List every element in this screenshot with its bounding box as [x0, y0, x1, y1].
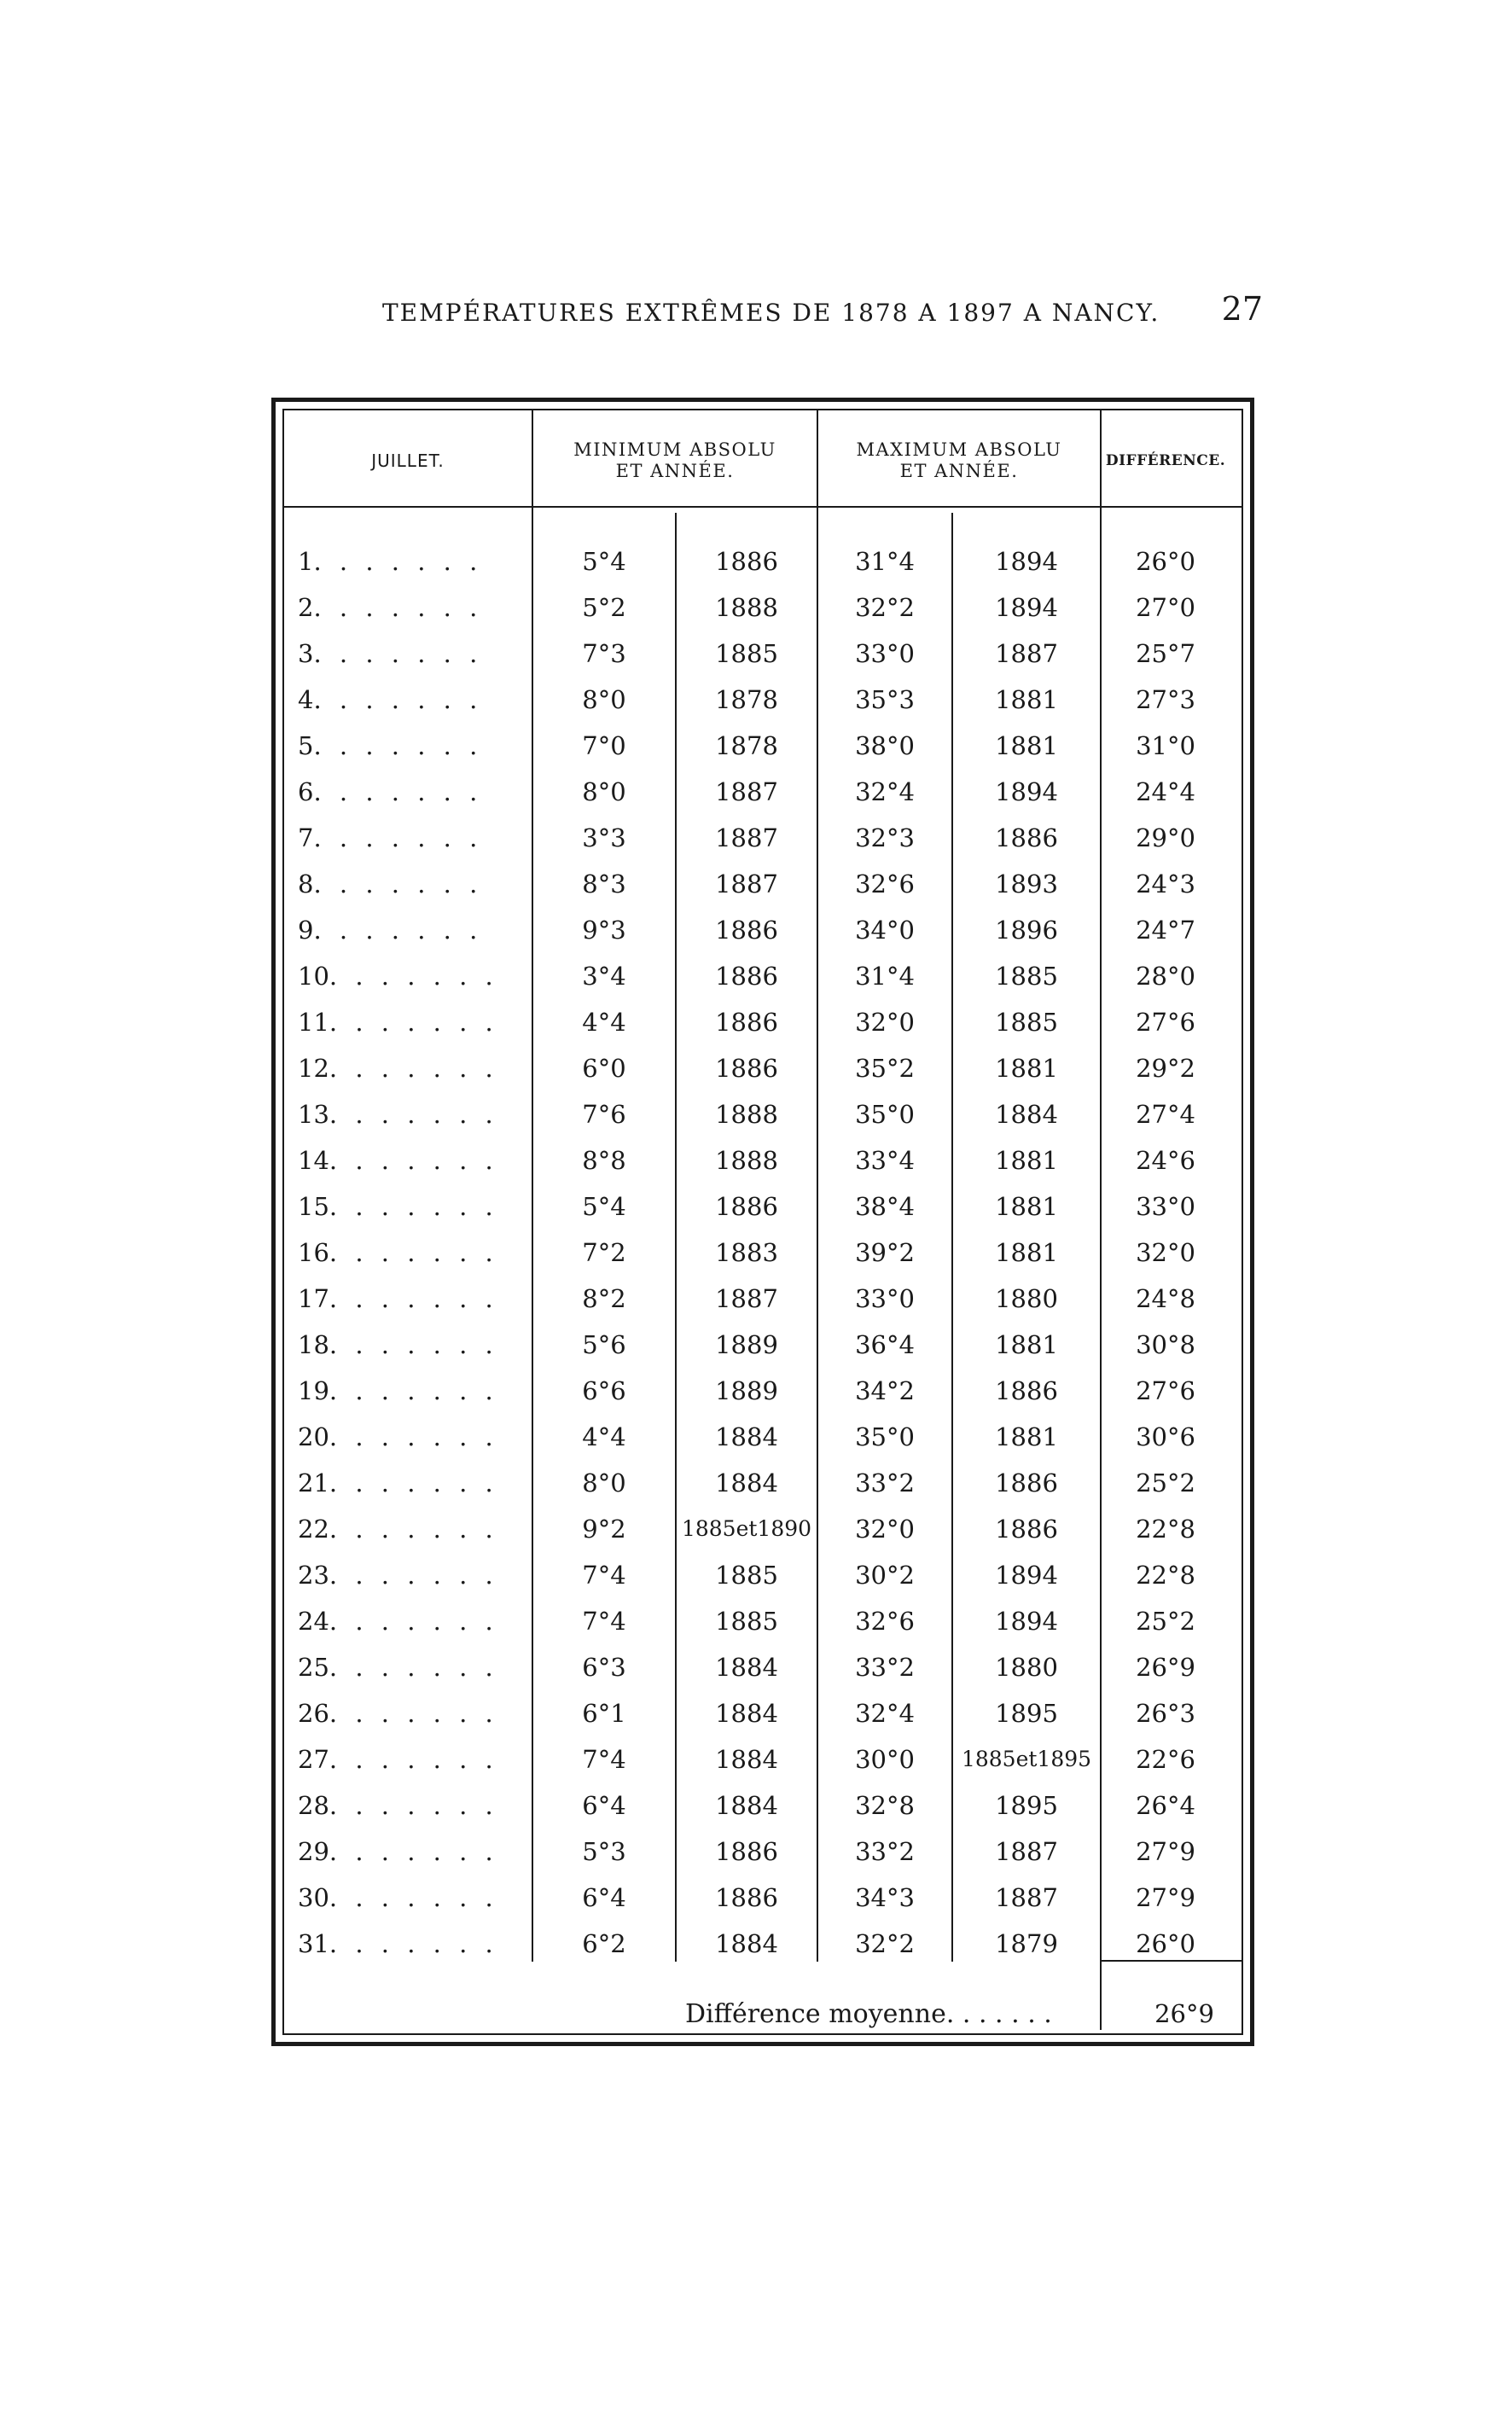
day-number: 6: [298, 777, 314, 806]
table-row: [284, 1323, 1242, 1369]
difference-cell: 22°8: [1136, 1561, 1195, 1590]
column-header-maximum-line2: ET ANNÉE.: [899, 461, 1019, 481]
difference-cell: 27°9: [1136, 1837, 1195, 1866]
table-row: [284, 1784, 1242, 1830]
min-temp-cell: 7°6: [582, 1100, 626, 1129]
max-temp-cell: 31°4: [855, 547, 915, 576]
max-year-cell: 1886: [995, 1515, 1058, 1544]
dot-leader: . . . . . . .: [329, 1653, 498, 1682]
dot-leader: . . . . . . .: [313, 685, 483, 714]
min-year-cell: 1888: [715, 593, 778, 622]
min-year-cell: 1887: [715, 823, 778, 852]
day-cell: [284, 1653, 532, 1682]
table-row: [284, 1646, 1242, 1692]
max-temp-cell: 31°4: [855, 962, 915, 991]
min-year-cell: 1885: [715, 1561, 778, 1590]
day-cell: [284, 1100, 532, 1129]
max-year-cell: 1881: [995, 1054, 1058, 1083]
min-year-cell: 1886: [715, 962, 778, 991]
dot-leader: . . . . . . .: [329, 1330, 498, 1359]
table-row: [284, 1001, 1242, 1047]
min-year-cell: 1885: [715, 1607, 778, 1636]
day-number: 4: [298, 685, 314, 714]
table-row: [284, 1554, 1242, 1600]
min-temp-cell: 6°2: [582, 1929, 626, 1958]
day-cell: [284, 1238, 532, 1267]
min-year-cell: 1885: [715, 639, 778, 668]
difference-cell: 26°4: [1136, 1791, 1195, 1820]
min-year-cell: 1878: [715, 731, 778, 760]
max-temp-cell: 32°2: [855, 1929, 915, 1958]
min-year-cell: 1886: [715, 1883, 778, 1912]
max-year-cell: 1886: [995, 1376, 1058, 1405]
max-year-cell: 1885: [995, 1008, 1058, 1037]
max-year-cell: 1894: [995, 1561, 1058, 1590]
table-row: [284, 1139, 1242, 1185]
table-row: [284, 1830, 1242, 1876]
max-year-cell: 1881: [995, 1146, 1058, 1175]
day-cell: [284, 916, 532, 945]
min-year-cell: 1889: [715, 1376, 778, 1405]
max-temp-cell: 32°2: [855, 593, 915, 622]
dot-leader: . . . . . . .: [313, 639, 483, 668]
table-row: [284, 1369, 1242, 1416]
min-temp-cell: 9°3: [582, 916, 626, 945]
max-year-cell: 1881: [995, 1192, 1058, 1221]
table-row: [284, 1093, 1242, 1139]
min-year-cell: 1887: [715, 777, 778, 806]
dot-leader: . . . . . . .: [329, 1791, 498, 1820]
column-header-minimum: [533, 424, 817, 497]
max-year-cell: 1885: [995, 962, 1058, 991]
min-year-cell: 1888: [715, 1100, 778, 1129]
min-temp-cell: 6°0: [582, 1054, 626, 1083]
min-temp-cell: 8°0: [582, 1468, 626, 1497]
min-temp-cell: 7°4: [582, 1607, 626, 1636]
table-row: [284, 1600, 1242, 1646]
min-temp-cell: 8°0: [582, 777, 626, 806]
difference-cell: 24°8: [1136, 1284, 1195, 1313]
day-cell: [284, 593, 532, 622]
day-number: 2: [298, 593, 314, 622]
day-number: 29: [298, 1837, 329, 1866]
max-temp-cell: 33°2: [855, 1653, 915, 1682]
difference-cell: 33°0: [1136, 1192, 1195, 1221]
day-cell: [284, 962, 532, 991]
table-row: [284, 724, 1242, 770]
max-year-cell: 1879: [995, 1929, 1058, 1958]
max-temp-cell: 32°0: [855, 1515, 915, 1544]
min-year-cell: 1886: [715, 547, 778, 576]
day-cell: [284, 869, 532, 898]
min-temp-cell: 8°0: [582, 685, 626, 714]
difference-cell: 30°8: [1136, 1330, 1195, 1359]
difference-cell: 24°6: [1136, 1146, 1195, 1175]
max-temp-cell: 34°3: [855, 1883, 915, 1912]
max-year-cell: 1886: [995, 823, 1058, 852]
day-number: 11: [298, 1008, 329, 1037]
day-cell: [284, 1284, 532, 1313]
min-temp-cell: 5°3: [582, 1837, 626, 1866]
difference-cell: 26°0: [1136, 547, 1195, 576]
max-temp-cell: 36°4: [855, 1330, 915, 1359]
max-year-cell: 1887: [995, 639, 1058, 668]
table-row: [284, 1416, 1242, 1462]
day-number: 28: [298, 1791, 329, 1820]
max-temp-cell: 32°0: [855, 1008, 915, 1037]
max-year-cell: 1881: [995, 1330, 1058, 1359]
day-cell: [284, 1376, 532, 1405]
day-number: 7: [298, 823, 314, 852]
temperature-table: [271, 398, 1254, 2046]
dot-leader: . . . . . . .: [329, 1883, 498, 1912]
day-cell: [284, 1607, 532, 1636]
max-year-cell: 1894: [995, 547, 1058, 576]
dot-leader: . . . . . . .: [313, 916, 483, 945]
difference-cell: 24°4: [1136, 777, 1195, 806]
dot-leader: . . . . . . .: [329, 1468, 498, 1497]
max-year-cell: 1895: [995, 1699, 1058, 1728]
day-cell: [284, 1422, 532, 1451]
max-temp-cell: 33°0: [855, 639, 915, 668]
day-cell: [284, 1515, 532, 1544]
table-row: [284, 1922, 1242, 1968]
difference-cell: 31°0: [1136, 731, 1195, 760]
min-year-cell: 1886: [715, 1192, 778, 1221]
table-row: [284, 1185, 1242, 1231]
day-cell: [284, 547, 532, 576]
dot-leader: . . . . . . .: [313, 869, 483, 898]
max-temp-cell: 35°3: [855, 685, 915, 714]
day-number: 24: [298, 1607, 329, 1636]
max-temp-cell: 32°6: [855, 869, 915, 898]
table-row: [284, 1738, 1242, 1784]
day-cell: [284, 1837, 532, 1866]
dot-leader: . . . . . . .: [313, 731, 483, 760]
difference-cell: 26°9: [1136, 1653, 1195, 1682]
min-temp-cell: 6°1: [582, 1699, 626, 1728]
min-temp-cell: 5°4: [582, 1192, 626, 1221]
day-cell: [284, 1468, 532, 1497]
max-year-cell: 1895: [995, 1791, 1058, 1820]
day-cell: [284, 1192, 532, 1221]
day-cell: [284, 1330, 532, 1359]
day-cell: [284, 1146, 532, 1175]
max-year-cell: 1887: [995, 1837, 1058, 1866]
min-year-cell: 1884: [715, 1699, 778, 1728]
day-cell: [284, 1561, 532, 1590]
max-year-cell: 1881: [995, 1238, 1058, 1267]
dot-leader: . . . . . . .: [329, 1054, 498, 1083]
difference-cell: 27°6: [1136, 1376, 1195, 1405]
day-number: 19: [298, 1376, 329, 1405]
day-number: 27: [298, 1745, 329, 1774]
day-cell: [284, 639, 532, 668]
header-rule: [284, 506, 1242, 508]
day-cell: [284, 731, 532, 760]
max-temp-cell: 35°2: [855, 1054, 915, 1083]
min-temp-cell: 5°2: [582, 593, 626, 622]
day-number: 14: [298, 1146, 329, 1175]
max-temp-cell: 35°0: [855, 1422, 915, 1451]
dot-leader: . . . . . . .: [329, 1837, 498, 1866]
table-row: [284, 863, 1242, 909]
min-temp-cell: 8°8: [582, 1146, 626, 1175]
min-year-cell: 1883: [715, 1238, 778, 1267]
day-number: 15: [298, 1192, 329, 1221]
min-temp-cell: 6°3: [582, 1653, 626, 1682]
day-number: 18: [298, 1330, 329, 1359]
column-header-day: [284, 424, 532, 497]
day-number: 20: [298, 1422, 329, 1451]
max-temp-cell: 34°2: [855, 1376, 915, 1405]
max-year-cell: 1885et1895: [961, 1747, 1092, 1771]
min-temp-cell: 8°3: [582, 869, 626, 898]
difference-cell: 27°4: [1136, 1100, 1195, 1129]
min-temp-cell: 4°4: [582, 1008, 626, 1037]
table-row: [284, 586, 1242, 632]
day-number: 16: [298, 1238, 329, 1267]
dot-leader: . . . . . . .: [329, 1192, 498, 1221]
dot-leader: . . . . . . .: [313, 547, 483, 576]
min-year-cell: 1887: [715, 869, 778, 898]
column-header-difference-label: DIFFÉRENCE.: [1105, 451, 1226, 469]
day-cell: [284, 1791, 532, 1820]
day-number: 3: [298, 639, 314, 668]
min-year-cell: 1884: [715, 1745, 778, 1774]
max-year-cell: 1886: [995, 1468, 1058, 1497]
table-row: [284, 678, 1242, 724]
table-row: [284, 1692, 1242, 1738]
table-row: [284, 770, 1242, 817]
max-temp-cell: 38°4: [855, 1192, 915, 1221]
day-number: 8: [298, 869, 314, 898]
day-cell: [284, 1929, 532, 1958]
day-cell: [284, 1054, 532, 1083]
min-year-cell: 1884: [715, 1468, 778, 1497]
max-temp-cell: 38°0: [855, 731, 915, 760]
max-temp-cell: 32°3: [855, 823, 915, 852]
max-year-cell: 1896: [995, 916, 1058, 945]
dot-leader: . . . . . . .: [329, 1607, 498, 1636]
table-row: [284, 817, 1242, 863]
dot-leader: . . . . . . .: [329, 1561, 498, 1590]
max-year-cell: 1887: [995, 1883, 1058, 1912]
day-cell: [284, 823, 532, 852]
table-row: [284, 632, 1242, 678]
column-header-day-label: JUILLET.: [371, 451, 445, 471]
min-year-cell: 1888: [715, 1146, 778, 1175]
difference-cell: 29°2: [1136, 1054, 1195, 1083]
min-temp-cell: 3°4: [582, 962, 626, 991]
min-temp-cell: 7°4: [582, 1745, 626, 1774]
table-row: [284, 1047, 1242, 1093]
table-row: [284, 1508, 1242, 1554]
dot-leader: . . . . . . .: [329, 1745, 498, 1774]
max-year-cell: 1881: [995, 685, 1058, 714]
day-number: 17: [298, 1284, 329, 1313]
max-temp-cell: 32°6: [855, 1607, 915, 1636]
min-temp-cell: 8°2: [582, 1284, 626, 1313]
difference-cell: 22°6: [1136, 1745, 1195, 1774]
day-cell: [284, 1008, 532, 1037]
max-temp-cell: 33°0: [855, 1284, 915, 1313]
table-row: [284, 955, 1242, 1001]
table-row: [284, 1231, 1242, 1277]
day-number: 5: [298, 731, 314, 760]
day-number: 22: [298, 1515, 329, 1544]
dot-leader: . . . . . . .: [329, 1146, 498, 1175]
day-cell: [284, 685, 532, 714]
running-head: [256, 290, 1263, 341]
table-row: [284, 540, 1242, 586]
table-row: [284, 1277, 1242, 1323]
max-temp-cell: 30°0: [855, 1745, 915, 1774]
min-temp-cell: 3°3: [582, 823, 626, 852]
table-inner-frame: [282, 409, 1243, 2035]
difference-cell: 25°7: [1136, 639, 1195, 668]
dot-leader: . . . . . . .: [329, 1515, 498, 1544]
min-year-cell: 1886: [715, 1837, 778, 1866]
day-number: 10: [298, 962, 329, 991]
column-header-minimum-line1: MINIMUM ABSOLU: [573, 439, 776, 460]
table-row: [284, 909, 1242, 955]
difference-cell: 25°2: [1136, 1607, 1195, 1636]
min-year-cell: 1889: [715, 1330, 778, 1359]
day-number: 13: [298, 1100, 329, 1129]
max-temp-cell: 33°2: [855, 1837, 915, 1866]
difference-cell: 27°3: [1136, 685, 1195, 714]
day-number: 23: [298, 1561, 329, 1590]
dot-leader: . . . . . . .: [329, 1699, 498, 1728]
column-header-difference: [1102, 424, 1230, 497]
difference-cell: 27°6: [1136, 1008, 1195, 1037]
max-temp-cell: 39°2: [855, 1238, 915, 1267]
max-temp-cell: 33°4: [855, 1146, 915, 1175]
day-number: 30: [298, 1883, 329, 1912]
max-temp-cell: 33°2: [855, 1468, 915, 1497]
max-temp-cell: 35°0: [855, 1100, 915, 1129]
difference-cell: 32°0: [1136, 1238, 1195, 1267]
max-temp-cell: 32°4: [855, 1699, 915, 1728]
day-number: 26: [298, 1699, 329, 1728]
max-temp-cell: 30°2: [855, 1561, 915, 1590]
min-temp-cell: 4°4: [582, 1422, 626, 1451]
page-title: TEMPÉRATURES EXTRÊMES DE 1878 A 1897 A NANCY.: [382, 299, 1160, 327]
min-year-cell: 1884: [715, 1653, 778, 1682]
dot-leader: . . . . . . .: [329, 962, 498, 991]
day-number: 9: [298, 916, 314, 945]
max-temp-cell: 32°4: [855, 777, 915, 806]
day-number: 31: [298, 1929, 329, 1958]
min-year-cell: 1886: [715, 1054, 778, 1083]
dot-leader: . . . . . . .: [313, 823, 483, 852]
dot-leader: . . . . . . .: [329, 1100, 498, 1129]
column-header-maximum: [818, 424, 1100, 497]
min-temp-cell: 6°4: [582, 1791, 626, 1820]
difference-cell: 29°0: [1136, 823, 1195, 852]
difference-cell: 22°8: [1136, 1515, 1195, 1544]
max-year-cell: 1884: [995, 1100, 1058, 1129]
min-temp-cell: 5°6: [582, 1330, 626, 1359]
min-year-cell: 1885et1890: [681, 1516, 812, 1541]
difference-cell: 30°6: [1136, 1422, 1195, 1451]
min-year-cell: 1886: [715, 916, 778, 945]
max-year-cell: 1880: [995, 1653, 1058, 1682]
day-number: 12: [298, 1054, 329, 1083]
page-number: 27: [1221, 290, 1263, 328]
max-year-cell: 1894: [995, 593, 1058, 622]
difference-cell: 27°9: [1136, 1883, 1195, 1912]
max-year-cell: 1881: [995, 731, 1058, 760]
min-temp-cell: 6°6: [582, 1376, 626, 1405]
max-temp-cell: 34°0: [855, 916, 915, 945]
dot-leader: . . . . . . .: [329, 1422, 498, 1451]
min-temp-cell: 6°4: [582, 1883, 626, 1912]
dot-leader: . . . . . . .: [329, 1284, 498, 1313]
column-header-minimum-line2: ET ANNÉE.: [615, 461, 735, 481]
min-temp-cell: 5°4: [582, 547, 626, 576]
table-row: [284, 1876, 1242, 1922]
day-number: 1: [298, 547, 314, 576]
min-temp-cell: 7°3: [582, 639, 626, 668]
dot-leader: . . . . . . .: [329, 1008, 498, 1037]
mean-difference-label: Différence moyenne. . . . . . .: [685, 1999, 1052, 2029]
min-year-cell: 1884: [715, 1422, 778, 1451]
dot-leader: . . . . . . .: [329, 1929, 498, 1958]
min-temp-cell: 7°2: [582, 1238, 626, 1267]
day-cell: [284, 1745, 532, 1774]
min-year-cell: 1884: [715, 1791, 778, 1820]
min-year-cell: 1884: [715, 1929, 778, 1958]
dot-leader: . . . . . . .: [313, 777, 483, 806]
mean-difference-value: 26°9: [1154, 1999, 1214, 2028]
table-row: [284, 1462, 1242, 1508]
max-year-cell: 1881: [995, 1422, 1058, 1451]
difference-cell: 24°3: [1136, 869, 1195, 898]
min-temp-cell: 7°0: [582, 731, 626, 760]
column-header-maximum-line1: MAXIMUM ABSOLU: [856, 439, 1062, 460]
max-year-cell: 1880: [995, 1284, 1058, 1313]
day-cell: [284, 1883, 532, 1912]
day-number: 25: [298, 1653, 329, 1682]
max-temp-cell: 32°8: [855, 1791, 915, 1820]
dot-leader: . . . . . . .: [329, 1238, 498, 1267]
min-year-cell: 1887: [715, 1284, 778, 1313]
day-cell: [284, 1699, 532, 1728]
day-cell: [284, 777, 532, 806]
difference-cell: 25°2: [1136, 1468, 1195, 1497]
max-year-cell: 1893: [995, 869, 1058, 898]
day-number: 21: [298, 1468, 329, 1497]
min-temp-cell: 9°2: [582, 1515, 626, 1544]
difference-cell: 26°3: [1136, 1699, 1195, 1728]
min-temp-cell: 7°4: [582, 1561, 626, 1590]
difference-cell: 28°0: [1136, 962, 1195, 991]
min-year-cell: 1878: [715, 685, 778, 714]
dot-leader: . . . . . . .: [313, 593, 483, 622]
difference-cell: 26°0: [1136, 1929, 1195, 1958]
max-year-cell: 1894: [995, 777, 1058, 806]
difference-cell: 27°0: [1136, 593, 1195, 622]
min-year-cell: 1886: [715, 1008, 778, 1037]
difference-cell: 24°7: [1136, 916, 1195, 945]
dot-leader: . . . . . . .: [329, 1376, 498, 1405]
max-year-cell: 1894: [995, 1607, 1058, 1636]
